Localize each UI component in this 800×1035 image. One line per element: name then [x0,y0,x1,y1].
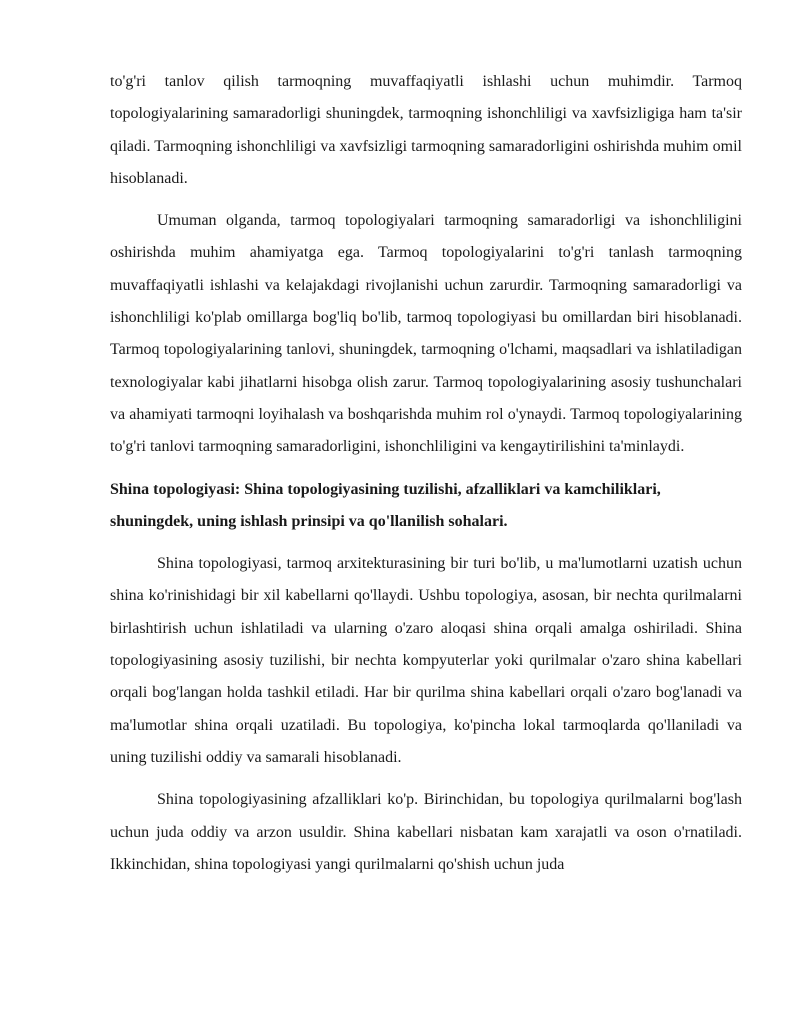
paragraph-bus-advantages: Shina topologiyasining afzalliklari ko'p. Birinchidan, bu topologiya qurilmalarni bog'lash uchun juda oddiy va arzon usuldir. Shina kabellari nisbatan kam xarajatli va oson o'rnatiladi. Ikkinchidan, shina topologiyasi yangi qurilmalarni qo'shish uchun juda [110,791,742,873]
document-page [110,66,742,891]
section-heading: Shina topologiyasi: Shina topologiyasining tuzilishi, afzalliklari va kamchiliklari, shuningdek, uning ishlash prinsipi va qo'llanilish sohalari. [110,480,661,530]
paragraph-continuation: to'g'ri tanlov qilish tarmoqning muvaffaqiyatli ishlashi uchun muhimdir. Tarmoq topologiyalarining samaradorligi shuningdek, tarmoqning ishonchliligi va xavfsizligiga ham ta'sir qiladi. Tarmoqning ishonchliligi va xavfsizligi tarmoqning samaradorligini oshirishda muhim omil hisoblanadi. [110,73,742,187]
paragraph-bus-structure: Shina topologiyasi, tarmoq arxitekturasining bir turi bo'lib, u ma'lumotlarni uzatish uchun shina ko'rinishidagi bir xil kabellarni qo'llaydi. Ushbu topologiya, asosan, bir nechta qurilmalarni birlashtirish uchun ishlatiladi va ularning o'zaro aloqasi shina orqali amalga oshiriladi. Shina topologiyasining asosiy tuzilishi, bir nechta kompyuterlar yoki qurilmalar o'zaro shina kabellari orqali bog'langan holda tashkil etiladi. Har bir qurilma shina kabellari orqali o'zaro bog'lanadi va ma'lumotlar shina orqali uzatiladi. Bu topologiya, ko'pincha lokal tarmoqlarda qo'llaniladi va uning tuzilishi oddiy va samarali hisoblanadi. [110,555,742,766]
paragraph-summary: Umuman olganda, tarmoq topologiyalari tarmoqning samaradorligi va ishonchliligini oshirishda muhim ahamiyatga ega. Tarmoq topologiyalarini to'g'ri tanlash tarmoqning muvaffaqiyatli ishlashi va kelajakdagi rivojlanishi uchun zarurdir. Tarmoqning samaradorligi va ishonchliligi ko'plab omillarga bog'liq bo'lib, tarmoq topologiyasi bu omillardan biri hisoblanadi. Tarmoq topologiyalarining tanlovi, shuningdek, tarmoqning o'lchami, maqsadlari va ishlatiladigan texnologiyalar kabi jihatlarni hisobga olish zarur. Tarmoq topologiyalarining asosiy tushunchalari va ahamiyati tarmoqni loyihalash va boshqarishda muhim rol o'ynaydi. Tarmoq topologiyalarining to'g'ri tanlovi tarmoqning samaradorligini, ishonchliligini va kengaytirilishini ta'minlaydi. [110,212,742,456]
